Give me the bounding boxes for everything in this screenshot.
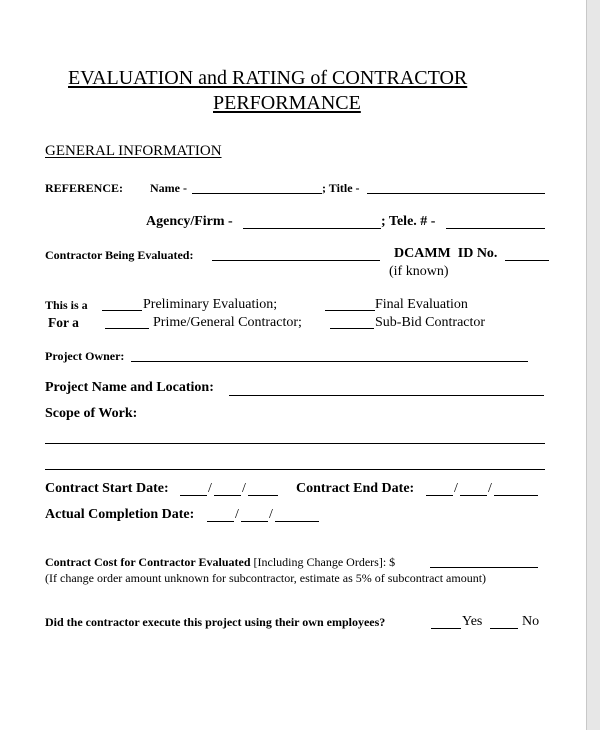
completion-date-month[interactable] xyxy=(207,521,234,522)
tele-field[interactable] xyxy=(446,228,545,229)
project-owner-field[interactable] xyxy=(131,361,528,362)
title-field[interactable] xyxy=(367,193,545,194)
completion-date-day[interactable] xyxy=(241,521,268,522)
dcamm-id-field[interactable] xyxy=(505,260,549,261)
scope-field-line-1[interactable] xyxy=(45,443,545,444)
end-date-label: Contract End Date: xyxy=(296,481,415,496)
scope-field-line-2[interactable] xyxy=(45,469,545,470)
agency-field[interactable] xyxy=(243,228,381,229)
preliminary-option: Preliminary Evaluation; xyxy=(143,297,278,312)
employees-question: Did the contractor execute this project using their own employees? xyxy=(45,615,386,629)
final-checkbox-line[interactable] xyxy=(325,310,375,311)
start-date-year[interactable] xyxy=(248,495,278,496)
start-date-slash-1: / xyxy=(208,481,212,496)
yes-option: Yes xyxy=(462,614,483,629)
no-checkbox-line[interactable] xyxy=(490,628,518,629)
start-date-slash-2: / xyxy=(242,481,246,496)
completion-date-slash-1: / xyxy=(235,507,239,522)
project-name-label: Project Name and Location: xyxy=(45,380,214,395)
end-date-slash-2: / xyxy=(488,481,492,496)
contract-cost-field[interactable] xyxy=(430,567,538,568)
reference-label: REFERENCE: xyxy=(45,181,124,195)
title-label: ; Title - xyxy=(322,181,360,195)
contractor-label: Contractor Being Evaluated: xyxy=(45,248,194,262)
this-is-a-label: This is a xyxy=(45,298,88,312)
prime-checkbox-line[interactable] xyxy=(105,328,149,329)
yes-checkbox-line[interactable] xyxy=(431,628,461,629)
contractor-field[interactable] xyxy=(212,260,380,261)
form-title-line1: EVALUATION and RATING of CONTRACTOR xyxy=(68,67,468,89)
start-date-day[interactable] xyxy=(214,495,241,496)
end-date-slash-1: / xyxy=(454,481,458,496)
name-label: Name - xyxy=(150,181,187,195)
prime-option: Prime/General Contractor; xyxy=(153,315,302,330)
form-title-line2: PERFORMANCE xyxy=(213,92,361,114)
contract-cost-note: (If change order amount unknown for subcontractor, estimate as 5% of subcontract amount) xyxy=(45,571,487,585)
contract-cost-bracket: [Including Change Orders]: $ xyxy=(250,555,396,569)
completion-date-label: Actual Completion Date: xyxy=(45,507,195,522)
final-option: Final Evaluation xyxy=(375,297,468,312)
subbid-checkbox-line[interactable] xyxy=(330,328,374,329)
end-date-month[interactable] xyxy=(426,495,453,496)
subbid-option: Sub-Bid Contractor xyxy=(375,315,486,330)
name-field[interactable] xyxy=(192,193,322,194)
agency-label: Agency/Firm - xyxy=(146,214,233,229)
if-known-note: (if known) xyxy=(389,264,449,279)
start-date-month[interactable] xyxy=(180,495,207,496)
scope-label: Scope of Work: xyxy=(45,406,138,421)
project-name-field[interactable] xyxy=(229,395,544,396)
start-date-label: Contract Start Date: xyxy=(45,481,169,496)
end-date-year[interactable] xyxy=(494,495,538,496)
preliminary-checkbox-line[interactable] xyxy=(102,310,142,311)
tele-label: ; Tele. # - xyxy=(381,214,436,229)
contract-cost-label xyxy=(45,556,395,568)
contract-cost-label-bold: Contract Cost for Contractor Evaluated xyxy=(45,555,251,569)
dcamm-id-label: DCAMM ID No. xyxy=(394,246,498,261)
project-owner-label: Project Owner: xyxy=(45,349,125,363)
completion-date-year[interactable] xyxy=(275,521,319,522)
end-date-day[interactable] xyxy=(460,495,487,496)
for-a-label: For a xyxy=(48,315,79,330)
no-option: No xyxy=(522,614,540,629)
section-heading-general: GENERAL INFORMATION xyxy=(45,143,222,159)
completion-date-slash-2: / xyxy=(269,507,273,522)
